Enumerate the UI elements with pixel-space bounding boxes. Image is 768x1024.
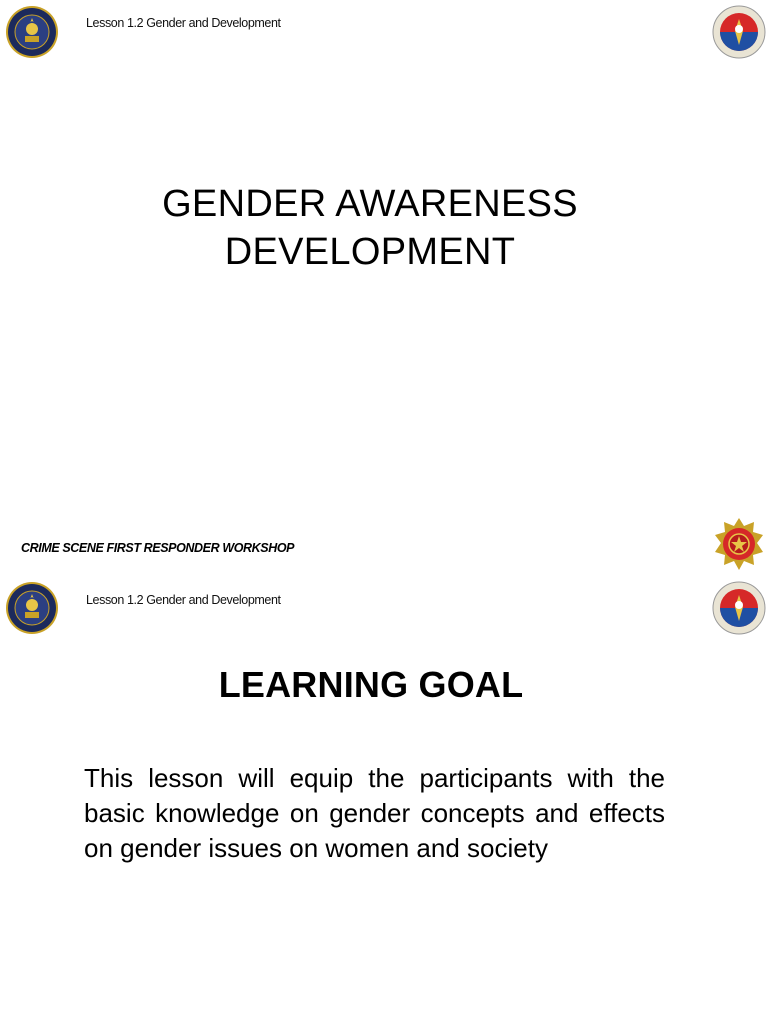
workshop-footer: CRIME SCENE FIRST RESPONDER WORKSHOP — [21, 541, 295, 555]
navy-agency-seal-icon — [5, 581, 59, 635]
slide-title: LEARNING GOAL — [218, 664, 524, 705]
learning-goal-text: This lesson will equip the participants with the basic knowledge on gender concepts and effects on gender issues on women and society — [84, 763, 665, 863]
slide-title-line-1: GENDER AWARENESS — [162, 183, 578, 225]
red-blue-agency-seal-icon — [712, 581, 766, 635]
red-gold-star-badge-icon — [712, 516, 766, 572]
slide-title-line-2: DEVELOPMENT — [224, 231, 516, 273]
lesson-header: Lesson 1.2 Gender and Development — [86, 16, 281, 30]
navy-agency-seal-icon — [5, 5, 59, 59]
slide-title — [0, 180, 740, 276]
red-blue-agency-seal-icon — [712, 5, 766, 59]
lesson-header: Lesson 1.2 Gender and Development — [86, 593, 281, 607]
slide-2 — [0, 576, 768, 1024]
